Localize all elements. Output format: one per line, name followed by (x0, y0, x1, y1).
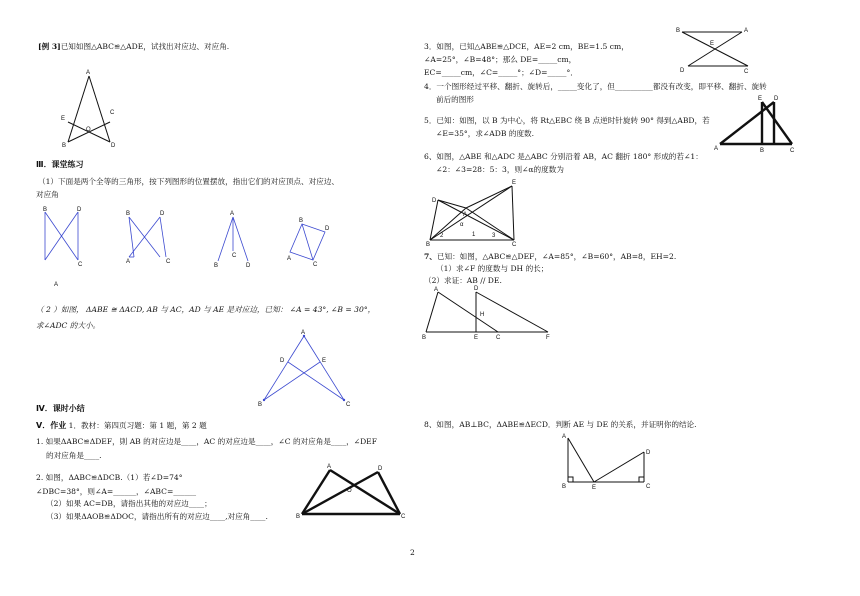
example3-text: 已知如图△ABC≌△ADE，试找出对应边、对应角. (60, 42, 230, 51)
label-C: C (512, 242, 517, 248)
hw2-line2: ∠DBC=38°，则∠A=______，∠ABC=______ (36, 487, 197, 496)
label-E: E (512, 180, 517, 186)
label-n2: 2 (440, 233, 444, 239)
label-C: C (496, 335, 501, 341)
label-O: O (86, 127, 91, 133)
label-B: B (258, 402, 263, 408)
label-n3: 3 (492, 233, 496, 239)
figure-ex2 (258, 330, 358, 408)
q6-line1: 6、如图，△ABE 和△ADC 是△ABC 分别沿着 AB，AC 翻折 180° 形成的若∠1： (424, 152, 703, 161)
hw1-line1: 1. 如果ΔABC≌ΔDEF，則 AB 的对应边是____，AC 的对应边是____，∠C 的对应角是____，∠DEF (36, 437, 377, 446)
label-A: A (86, 70, 91, 76)
q3-line1: 3．如图，已知△ABE≌△DCE，AE=2 cm，BE=1.5 cm， (424, 42, 629, 51)
label-F: F (546, 335, 550, 341)
label-C: C (401, 514, 406, 520)
q3-line2: ∠A=25°，∠B=48°；那么 DE=_____cm， (424, 55, 577, 64)
label-C: C (110, 110, 115, 116)
label-B: B (296, 514, 301, 520)
q5-line1: 5．已知：如图，以 B 为中心，将 Rt△EBC 绕 B 点逆时针旋转 90° 得到△ABD，若 (424, 116, 710, 125)
label-A: A (434, 287, 439, 293)
figure-example3 (60, 70, 130, 150)
label-D: D (111, 143, 116, 149)
ex2-line2: 求∠ADC 的大小。 (36, 321, 101, 330)
label-A: A (230, 211, 235, 217)
label-A: A (327, 464, 332, 470)
q4-line1: 4．一个图形经过平移、翻折、旋转后，_____变化了，但__________都没有改变，即平移、翻折、旋转 (424, 82, 767, 91)
label-E: E (710, 41, 715, 47)
label-E: E (474, 335, 479, 341)
example3-tag: [例 3] (38, 42, 61, 51)
page-number: 2 (410, 548, 415, 557)
q4-line2: 前后的图形 (436, 95, 474, 104)
figure-ex1-b (126, 213, 171, 268)
label-C: C (78, 262, 83, 268)
label-C: C (346, 402, 351, 408)
q7-line1 (424, 252, 676, 261)
label-A: A (287, 256, 292, 262)
label-alpha: α (460, 222, 464, 228)
label-B: B (562, 484, 567, 490)
figure-q3 (676, 24, 756, 74)
label-n1: 1 (472, 232, 476, 238)
example3-line (38, 42, 229, 51)
q3-line3: EC=_____cm，∠C=_____°；∠D=_____°． (424, 68, 578, 77)
label-D: D (246, 263, 251, 269)
label-E: E (758, 96, 763, 102)
ex1-line2: 对应角 (36, 190, 59, 199)
label-D: D (77, 207, 82, 213)
q7-line2: （1）求∠F 的度数与 DH 的长； (436, 264, 549, 273)
ex2-line1: （ 2 ）如图， ΔABE ≅ ΔACD, AB 与 AC，AD 与 AE 是对应边，已知： ∠A = 43°, ∠B = 30°， (36, 305, 376, 314)
figure-ex1-d (287, 218, 332, 268)
label-D: D (378, 466, 383, 472)
label-C: C (313, 262, 318, 268)
section-homework-title: Ⅴ．作业 (36, 421, 67, 430)
figure-q8 (560, 432, 660, 492)
label-A: A (463, 212, 468, 218)
homework-text: 1．教材：第四页习题：第 1 题，第 2 题 (68, 421, 207, 430)
q6-line2: ∠2：∠3=28：5：3，则∠α的度数为 (436, 165, 564, 174)
label-E: E (61, 116, 66, 122)
label-B: B (299, 218, 304, 224)
label-D: D (646, 450, 651, 456)
hw2-line4: （3）如果ΔAOB≌ΔDOC，请指出所有的对应边____,对应角____. (46, 512, 268, 521)
label-C: C (646, 484, 651, 490)
label-C: C (790, 148, 795, 154)
q5-line2: ∠E=35°，求∠ADB 的度数. (436, 129, 535, 138)
hw1-line2: 的对应角是____. (46, 451, 102, 460)
label-O: O (347, 488, 352, 494)
label-C: C (232, 253, 237, 259)
label-B: B (422, 335, 427, 341)
ex1-line1: （1）下面是两个全等的三角形，按下列图形的位置摆放，指出它们的对应顶点、对应边、 (38, 177, 339, 186)
figure-ex1-c (210, 213, 260, 268)
label-B: B (760, 148, 765, 154)
label-A: A (126, 259, 131, 265)
label-E: E (322, 358, 327, 364)
label-B: B (43, 207, 48, 213)
label-B: B (62, 143, 67, 149)
label-B: B (214, 263, 219, 269)
label-B: B (126, 211, 131, 217)
section-practice-title: Ⅲ．课堂练习 (36, 160, 84, 169)
label-A: A (562, 434, 567, 440)
figure-q7 (422, 286, 556, 340)
label-D: D (680, 68, 685, 74)
section-summary-title: Ⅳ．课时小结 (36, 404, 85, 413)
label-H: H (480, 312, 485, 318)
label-A: A (54, 282, 59, 288)
label-A: A (714, 146, 719, 152)
hw2-line3: （2）如果 AC=DB，请指出其他的对应边____； (46, 499, 212, 508)
label-C: C (744, 69, 749, 75)
label-A: A (301, 330, 306, 336)
label-D: D (325, 226, 330, 232)
figure-q5 (712, 94, 802, 154)
figure-hw2 (296, 462, 408, 522)
figure-ex1-a (40, 207, 90, 288)
q7-text: 已知：如图，△ABC≌△DEF，∠A=85°，∠B=60°，AB=8，EH=2. (436, 252, 677, 261)
label-A: A (744, 28, 749, 34)
hw2-line1: 2. 如图，ΔABC≌ΔDCB.（1）若∠D=74° (36, 473, 183, 482)
label-D: D (432, 198, 437, 204)
homework-line (36, 421, 207, 431)
label-E: E (592, 485, 597, 491)
label-C: C (166, 259, 171, 265)
label-D: D (474, 286, 479, 292)
figure-q6 (426, 176, 522, 246)
label-B: B (426, 242, 431, 248)
q8-line1: 8、如图，AB⊥BC，ΔABE≌ΔECD．判断 AE 与 DE 的关系，并证明你的结论. (424, 420, 697, 429)
label-D: D (774, 96, 779, 102)
label-D: D (280, 358, 285, 364)
q7-number: 7、 (424, 252, 437, 261)
q7-line3: （2）求证：AB // DE. (424, 276, 502, 285)
label-B: B (676, 28, 681, 34)
label-D: D (160, 211, 165, 217)
